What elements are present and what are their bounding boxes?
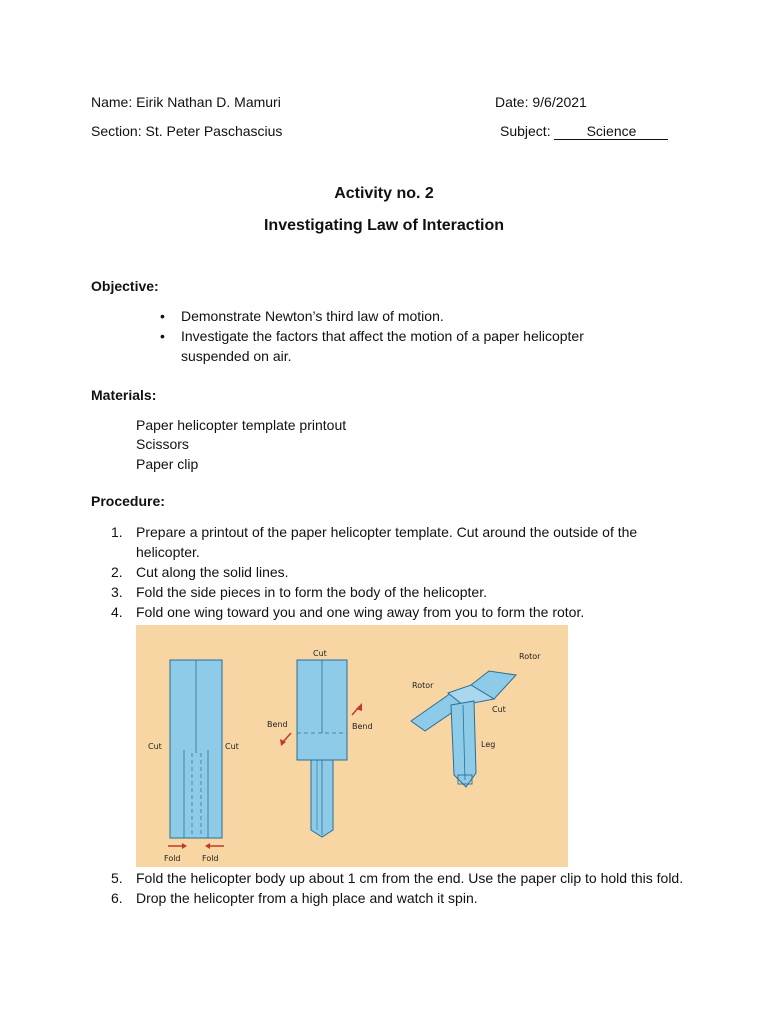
subject-label: Subject:: [500, 123, 555, 139]
objective-heading: Objective:: [91, 278, 159, 294]
procedure-list: [90, 522, 690, 622]
label-bend-right: Bend: [352, 722, 373, 731]
material-item: Paper helicopter template printout: [136, 417, 347, 433]
label-bend-left: Bend: [267, 720, 288, 729]
material-item: Scissors: [136, 436, 189, 452]
step-text: Drop the helicopter from a high place and watch it spin.: [136, 890, 478, 906]
section-field: Section: St. Peter Paschascius: [91, 123, 283, 139]
step-text: Fold the helicopter body up about 1 cm from the end. Use the paper clip to hold this fold.: [136, 870, 684, 886]
label-cut-top: Cut: [313, 649, 327, 658]
list-item: [90, 888, 690, 908]
label-fold-right: Fold: [202, 854, 219, 863]
materials-heading: Materials:: [91, 387, 157, 403]
activity-title: Activity no. 2: [334, 185, 434, 202]
name-field: Name: Eirik Nathan D. Mamuri: [91, 94, 281, 110]
step-number: 1.: [111, 524, 123, 540]
list-item: [90, 602, 690, 622]
label-cut-left: Cut: [148, 742, 162, 751]
step-text: Prepare a printout of the paper helicopter template. Cut around the outside of the helicopter.: [136, 524, 638, 560]
list-item: [90, 582, 690, 602]
material-item: Paper clip: [136, 456, 199, 472]
procedure-heading: Procedure:: [91, 493, 165, 509]
helicopter-finished: [411, 652, 541, 787]
label-cut-right: Cut: [225, 742, 239, 751]
step-text: Cut along the solid lines.: [136, 564, 289, 580]
procedure-list-continued: [90, 868, 690, 908]
template-flat: [148, 660, 239, 863]
objective-list: [156, 306, 626, 366]
list-item: [90, 522, 690, 562]
date-field: Date: 9/6/2021: [495, 94, 587, 110]
step-text: Fold the side pieces in to form the body of the helicopter.: [136, 584, 487, 600]
step-number: 3.: [111, 584, 123, 600]
label-leg: Leg: [481, 740, 496, 749]
subject-value: Science: [554, 124, 668, 140]
label-fold-left: Fold: [164, 854, 181, 863]
step-number: 4.: [111, 604, 123, 620]
label-rotor-left: Rotor: [412, 681, 434, 690]
step-number: 2.: [111, 564, 123, 580]
list-item: [90, 868, 690, 888]
bend-arrow-left: [283, 733, 291, 742]
list-item: • Demonstrate Newton’s third law of motion.: [156, 306, 626, 326]
step-number: 6.: [111, 890, 123, 906]
step-text: Fold one wing toward you and one wing away from you to form the rotor.: [136, 604, 585, 620]
label-rotor-right: Rotor: [519, 652, 541, 661]
step-number: 5.: [111, 870, 123, 886]
helicopter-diagram: [136, 625, 568, 867]
list-item: [90, 562, 690, 582]
activity-topic: Investigating Law of Interaction: [263, 217, 505, 234]
template-folded: [267, 649, 373, 837]
subject-field: [500, 123, 668, 140]
list-item: • Investigate the factors that affect the motion of a paper helicopter suspended on air.: [156, 326, 626, 366]
label-cut-rotor: Cut: [492, 705, 506, 714]
